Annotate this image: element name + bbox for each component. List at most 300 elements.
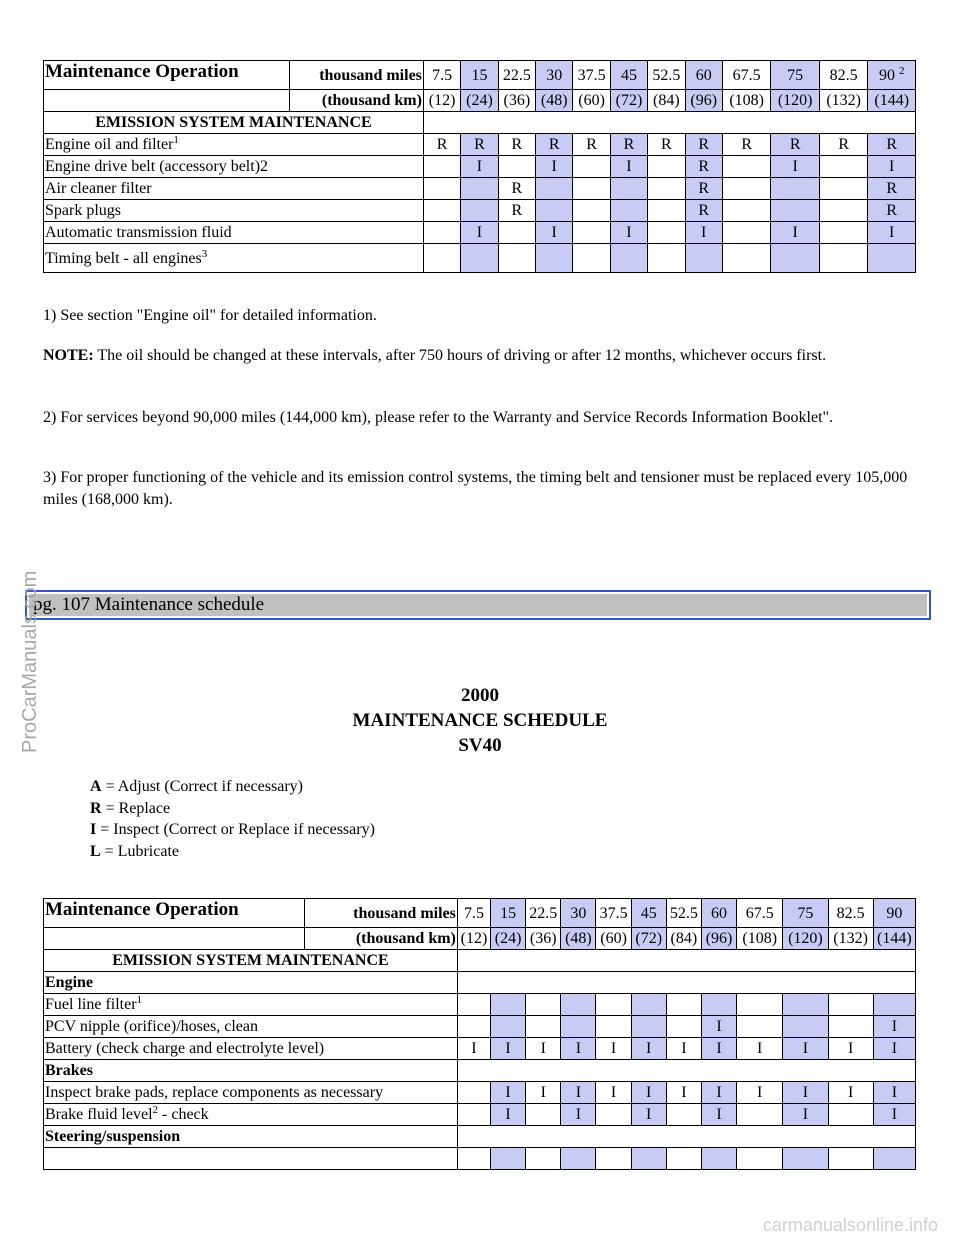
schedule-cell xyxy=(819,178,868,200)
schedule-cell: I xyxy=(491,1104,526,1126)
km-header: (48) xyxy=(561,928,596,950)
schedule-cell xyxy=(722,178,771,200)
schedule-cell xyxy=(828,1104,873,1126)
schedule-cell xyxy=(828,1148,873,1170)
heading-title: MAINTENANCE SCHEDULE xyxy=(352,710,608,731)
schedule-cell xyxy=(828,994,873,1016)
legend-item-inspect: I = Inspect (Correct or Replace if necessary) xyxy=(90,821,375,838)
km-header: (12) xyxy=(457,928,490,950)
table-row xyxy=(44,222,916,244)
schedule-cell xyxy=(573,244,610,273)
km-header: (24) xyxy=(461,90,498,112)
table-row xyxy=(44,156,916,178)
schedule-cell: I xyxy=(536,156,573,178)
operation-text: Fuel line filter xyxy=(45,996,137,1013)
mileage-header xyxy=(423,61,460,90)
empty-cell xyxy=(457,972,915,994)
table-row xyxy=(44,994,916,1016)
schedule-cell xyxy=(491,994,526,1016)
km-header: (60) xyxy=(596,928,631,950)
mileage-value: 37.5 xyxy=(599,904,628,922)
schedule-heading xyxy=(0,683,960,758)
schedule-cell: R xyxy=(461,134,498,156)
mileage-value: 30 xyxy=(546,66,563,84)
schedule-cell xyxy=(498,244,535,273)
schedule-cell xyxy=(819,222,868,244)
schedule-cell: I xyxy=(631,1038,666,1060)
schedule-cell xyxy=(737,1016,783,1038)
section-row xyxy=(44,950,916,972)
mileage-header xyxy=(828,899,873,928)
schedule-cell: I xyxy=(596,1038,631,1060)
operation-label xyxy=(44,200,424,222)
schedule-cell xyxy=(526,1104,561,1126)
mileage-header xyxy=(610,61,647,90)
footnote-marker: 1 xyxy=(136,994,143,1006)
schedule-cell: I xyxy=(596,1082,631,1104)
schedule-cell: R xyxy=(610,134,647,156)
km-header: (24) xyxy=(491,928,526,950)
table-row xyxy=(44,1104,916,1126)
page-title-bar: pg. 107 Maintenance schedule xyxy=(25,590,931,620)
empty-cell xyxy=(457,1126,915,1148)
schedule-cell: R xyxy=(536,134,573,156)
km-header: (84) xyxy=(648,90,685,112)
schedule-cell xyxy=(722,222,771,244)
schedule-cell: I xyxy=(701,1038,736,1060)
schedule-cell xyxy=(783,1148,828,1170)
schedule-cell xyxy=(722,156,771,178)
schedule-cell: R xyxy=(868,178,916,200)
miles-label: thousand miles xyxy=(289,61,423,90)
operation-label xyxy=(44,244,424,273)
footnote-marker: 2 xyxy=(152,1104,159,1116)
operation-text: Spark plugs xyxy=(45,202,121,219)
footnote-3: 3) For proper functioning of the vehicle and its emission control systems, the timing belt and tensioner must be replaced every 105,000 miles (168,000 km). xyxy=(43,469,908,508)
miles-label: thousand miles xyxy=(305,899,458,928)
schedule-cell: R xyxy=(648,134,685,156)
km-header: (72) xyxy=(631,928,666,950)
mileage-value: 82.5 xyxy=(836,904,865,922)
footnote-marker: 1 xyxy=(173,134,179,146)
header-row-km xyxy=(44,90,916,112)
schedule-cell xyxy=(536,200,573,222)
mileage-header xyxy=(491,899,526,928)
operation-label xyxy=(44,156,424,178)
group-heading: Engine xyxy=(44,972,458,994)
schedule-cell xyxy=(561,1016,596,1038)
footnote-2: 2) For services beyond 90,000 miles (144,000 km), please refer to the Warranty and Service Records Information Booklet". xyxy=(43,409,834,426)
schedule-cell: I xyxy=(461,156,498,178)
schedule-cell: I xyxy=(491,1082,526,1104)
schedule-cell xyxy=(648,222,685,244)
operation-label xyxy=(44,222,424,244)
schedule-cell xyxy=(561,1148,596,1170)
mileage-value: 7.5 xyxy=(432,66,453,84)
group-row xyxy=(44,1126,916,1148)
mileage-header xyxy=(498,61,535,90)
legend-item-adjust: A = Adjust (Correct if necessary) xyxy=(90,778,303,795)
schedule-cell: R xyxy=(573,134,610,156)
km-header: (144) xyxy=(873,928,915,950)
mileage-value: 52.5 xyxy=(652,66,681,84)
schedule-cell xyxy=(631,994,666,1016)
schedule-cell xyxy=(873,994,915,1016)
schedule-cell xyxy=(666,1016,701,1038)
mileage-value: 37.5 xyxy=(577,66,606,84)
mileage-value: 90 xyxy=(886,904,903,922)
schedule-cell xyxy=(783,994,828,1016)
schedule-cell: R xyxy=(498,178,535,200)
schedule-cell xyxy=(573,178,610,200)
mileage-header xyxy=(561,899,596,928)
schedule-cell: I xyxy=(666,1082,701,1104)
table-row xyxy=(44,200,916,222)
schedule-cell xyxy=(561,994,596,1016)
empty-cell xyxy=(457,1060,915,1082)
schedule-cell xyxy=(771,178,820,200)
schedule-cell xyxy=(573,156,610,178)
schedule-cell: I xyxy=(828,1038,873,1060)
schedule-cell xyxy=(526,994,561,1016)
schedule-cell xyxy=(498,222,535,244)
schedule-cell: I xyxy=(737,1038,783,1060)
schedule-cell: I xyxy=(868,222,916,244)
schedule-cell xyxy=(596,1148,631,1170)
schedule-cell xyxy=(701,994,736,1016)
schedule-cell xyxy=(771,244,820,273)
schedule-cell: I xyxy=(771,222,820,244)
schedule-cell xyxy=(423,156,460,178)
schedule-cell: I xyxy=(685,222,722,244)
mileage-value: 45 xyxy=(640,904,657,922)
km-header: (108) xyxy=(737,928,783,950)
schedule-cell xyxy=(491,1148,526,1170)
empty-cell xyxy=(44,928,305,950)
table-row xyxy=(44,1148,916,1170)
schedule-cell xyxy=(771,200,820,222)
schedule-cell: I xyxy=(610,222,647,244)
schedule-cell xyxy=(461,244,498,273)
heading-model: SV40 xyxy=(458,735,502,756)
mileage-value: 67.5 xyxy=(745,904,774,922)
schedule-cell: I xyxy=(526,1082,561,1104)
table-row xyxy=(44,1082,916,1104)
schedule-cell xyxy=(648,178,685,200)
schedule-cell xyxy=(610,200,647,222)
note-label: NOTE: xyxy=(43,347,94,364)
operation-text: Engine drive belt (accessory belt)2 xyxy=(45,158,269,175)
oil-change-note xyxy=(43,345,913,367)
schedule-cell: I xyxy=(873,1038,915,1060)
operation-text: Inspect brake pads, replace components as necessary xyxy=(45,1084,384,1101)
note-text: The oil should be changed at these intervals, after 750 hours of driving or after 12 months, whichever occurs first. xyxy=(93,347,827,364)
maintenance-table-1 xyxy=(43,60,916,273)
table-title: Maintenance Operation xyxy=(44,899,305,928)
schedule-cell xyxy=(828,1016,873,1038)
schedule-cell: I xyxy=(783,1038,828,1060)
km-header: (36) xyxy=(526,928,561,950)
schedule-cell xyxy=(423,222,460,244)
schedule-cell xyxy=(526,1016,561,1038)
operation-label xyxy=(44,1082,458,1104)
empty-cell xyxy=(44,90,290,112)
schedule-cell xyxy=(457,994,490,1016)
km-header: (132) xyxy=(828,928,873,950)
schedule-cell: I xyxy=(461,222,498,244)
km-header: (96) xyxy=(685,90,722,112)
schedule-cell: I xyxy=(873,1016,915,1038)
schedule-cell: I xyxy=(536,222,573,244)
mileage-header xyxy=(701,899,736,928)
schedule-cell: I xyxy=(701,1016,736,1038)
km-header: (60) xyxy=(573,90,610,112)
mileage-value: 15 xyxy=(500,904,517,922)
footnote-1: 1) See section "Engine oil" for detailed information. xyxy=(43,307,377,324)
schedule-cell xyxy=(596,1016,631,1038)
mileage-header xyxy=(648,61,685,90)
mileage-value: 60 xyxy=(711,904,728,922)
schedule-cell xyxy=(666,1148,701,1170)
mileage-value: 22.5 xyxy=(529,904,558,922)
schedule-cell xyxy=(631,1148,666,1170)
table-row xyxy=(44,134,916,156)
schedule-cell xyxy=(498,156,535,178)
schedule-cell xyxy=(596,1104,631,1126)
schedule-cell: I xyxy=(868,156,916,178)
schedule-cell: I xyxy=(491,1038,526,1060)
mileage-value: 75 xyxy=(797,904,814,922)
heading-year: 2000 xyxy=(461,685,499,706)
operation-label xyxy=(44,1016,458,1038)
mileage-header xyxy=(461,61,498,90)
schedule-cell: I xyxy=(783,1104,828,1126)
mileage-value: 30 xyxy=(570,904,587,922)
schedule-cell: R xyxy=(771,134,820,156)
schedule-cell: I xyxy=(610,156,647,178)
schedule-cell xyxy=(536,244,573,273)
mileage-header xyxy=(457,899,490,928)
mileage-value: 15 xyxy=(471,66,488,84)
schedule-cell xyxy=(873,1148,915,1170)
schedule-cell xyxy=(819,156,868,178)
schedule-cell: R xyxy=(819,134,868,156)
header-row-km xyxy=(44,928,916,950)
table-row xyxy=(44,244,916,273)
schedule-cell xyxy=(737,1148,783,1170)
table-row xyxy=(44,1038,916,1060)
schedule-cell: R xyxy=(685,200,722,222)
km-header: (48) xyxy=(536,90,573,112)
schedule-cell xyxy=(737,994,783,1016)
schedule-cell: I xyxy=(631,1104,666,1126)
operation-suffix: - check xyxy=(158,1106,209,1123)
schedule-cell xyxy=(536,178,573,200)
mileage-header xyxy=(573,61,610,90)
operation-text: Automatic transmission fluid xyxy=(45,224,232,241)
schedule-cell xyxy=(648,200,685,222)
schedule-cell xyxy=(457,1148,490,1170)
km-header: (144) xyxy=(868,90,916,112)
mileage-value: 82.5 xyxy=(829,66,858,84)
schedule-cell xyxy=(573,222,610,244)
schedule-cell xyxy=(737,1104,783,1126)
schedule-cell: R xyxy=(868,134,916,156)
mileage-value: 90 xyxy=(878,66,895,84)
operation-text: Air cleaner filter xyxy=(45,180,152,197)
group-row xyxy=(44,972,916,994)
mileage-header xyxy=(771,61,820,90)
schedule-cell: I xyxy=(526,1038,561,1060)
operation-label xyxy=(44,1148,458,1170)
mileage-value: 52.5 xyxy=(669,904,698,922)
schedule-cell xyxy=(457,1016,490,1038)
operation-label xyxy=(44,178,424,200)
mileage-header xyxy=(819,61,868,90)
schedule-cell: I xyxy=(631,1082,666,1104)
legend-item-lubricate: L = Lubricate xyxy=(90,842,179,860)
legend xyxy=(90,776,375,862)
legend-item-replace: R = Replace xyxy=(90,799,171,817)
schedule-cell xyxy=(722,244,771,273)
km-header: (96) xyxy=(701,928,736,950)
km-header: (36) xyxy=(498,90,535,112)
schedule-cell: R xyxy=(498,200,535,222)
mileage-header xyxy=(722,61,771,90)
schedule-cell: R xyxy=(498,134,535,156)
schedule-cell: I xyxy=(873,1082,915,1104)
km-label: (thousand km) xyxy=(289,90,423,112)
schedule-cell xyxy=(491,1016,526,1038)
schedule-cell: I xyxy=(561,1038,596,1060)
operation-text: Brake fluid level xyxy=(45,1106,153,1123)
schedule-cell xyxy=(526,1148,561,1170)
schedule-cell xyxy=(648,244,685,273)
schedule-cell: I xyxy=(737,1082,783,1104)
schedule-cell xyxy=(819,244,868,273)
header-row-miles xyxy=(44,61,916,90)
mileage-value: 45 xyxy=(620,66,637,84)
schedule-cell xyxy=(685,244,722,273)
schedule-cell: I xyxy=(457,1038,490,1060)
schedule-cell: R xyxy=(685,156,722,178)
section-row xyxy=(44,112,916,134)
schedule-cell xyxy=(457,1082,490,1104)
operation-label xyxy=(44,994,458,1016)
km-header: (12) xyxy=(423,90,460,112)
schedule-cell xyxy=(457,1104,490,1126)
schedule-cell: R xyxy=(868,200,916,222)
mileage-value: 7.5 xyxy=(463,904,484,922)
footnote-marker: 3 xyxy=(201,247,208,260)
schedule-cell: I xyxy=(701,1104,736,1126)
header-row-miles xyxy=(44,899,916,928)
km-header: (108) xyxy=(722,90,771,112)
km-header: (84) xyxy=(666,928,701,950)
table-row xyxy=(44,178,916,200)
operation-text: PCV nipple (orifice)/hoses, clean xyxy=(45,1018,258,1035)
mileage-value: 75 xyxy=(787,66,804,84)
schedule-cell xyxy=(783,1016,828,1038)
operation-label xyxy=(44,1104,458,1126)
table-title: Maintenance Operation xyxy=(44,61,290,90)
mileage-value: 67.5 xyxy=(732,66,761,84)
footnote-marker: 2 xyxy=(898,64,905,77)
schedule-cell xyxy=(701,1148,736,1170)
mileage-value: 60 xyxy=(695,66,712,84)
operation-text: Engine oil and filter xyxy=(45,136,174,153)
schedule-cell xyxy=(648,156,685,178)
bottom-watermark: carmanualsonline.info xyxy=(762,1215,938,1235)
mileage-header xyxy=(526,899,561,928)
mileage-header xyxy=(666,899,701,928)
empty-cell xyxy=(457,950,915,972)
group-row xyxy=(44,1060,916,1082)
km-header: (132) xyxy=(819,90,868,112)
side-watermark-text: ProCarManuals.com xyxy=(19,570,41,753)
schedule-cell: I xyxy=(828,1082,873,1104)
mileage-header xyxy=(737,899,783,928)
schedule-cell xyxy=(596,994,631,1016)
schedule-cell xyxy=(722,200,771,222)
schedule-cell xyxy=(423,200,460,222)
schedule-cell xyxy=(461,178,498,200)
mileage-header xyxy=(783,899,828,928)
operation-text: Timing belt - all engines xyxy=(45,249,202,267)
schedule-cell xyxy=(666,1104,701,1126)
mileage-header xyxy=(631,899,666,928)
schedule-cell: I xyxy=(771,156,820,178)
maintenance-table-2 xyxy=(43,898,916,1170)
schedule-cell: R xyxy=(685,178,722,200)
mileage-header xyxy=(873,899,915,928)
mileage-header xyxy=(685,61,722,90)
schedule-cell: R xyxy=(722,134,771,156)
schedule-cell: R xyxy=(423,134,460,156)
side-watermark xyxy=(6,515,46,755)
table-row xyxy=(44,1016,916,1038)
schedule-cell xyxy=(631,1016,666,1038)
group-heading: Steering/suspension xyxy=(44,1126,458,1148)
schedule-cell: R xyxy=(685,134,722,156)
schedule-cell: I xyxy=(561,1104,596,1126)
schedule-cell xyxy=(461,200,498,222)
schedule-cell: I xyxy=(561,1082,596,1104)
schedule-cell: I xyxy=(873,1104,915,1126)
schedule-cell xyxy=(868,244,916,273)
mileage-header xyxy=(596,899,631,928)
km-header: (120) xyxy=(771,90,820,112)
section-heading: EMISSION SYSTEM MAINTENANCE xyxy=(44,950,458,972)
km-label: (thousand km) xyxy=(305,928,458,950)
operation-label xyxy=(44,134,424,156)
schedule-cell xyxy=(423,178,460,200)
operation-text: Battery (check charge and electrolyte level) xyxy=(45,1040,325,1057)
km-header: (120) xyxy=(783,928,828,950)
section-heading: EMISSION SYSTEM MAINTENANCE xyxy=(44,112,424,134)
schedule-cell xyxy=(610,244,647,273)
mileage-value: 22.5 xyxy=(502,66,531,84)
schedule-cell xyxy=(423,244,460,273)
operation-label xyxy=(44,1038,458,1060)
km-header: (72) xyxy=(610,90,647,112)
schedule-cell xyxy=(666,994,701,1016)
mileage-header xyxy=(868,61,916,90)
schedule-cell: I xyxy=(666,1038,701,1060)
schedule-cell: I xyxy=(783,1082,828,1104)
schedule-cell: I xyxy=(701,1082,736,1104)
empty-cell xyxy=(423,112,915,134)
